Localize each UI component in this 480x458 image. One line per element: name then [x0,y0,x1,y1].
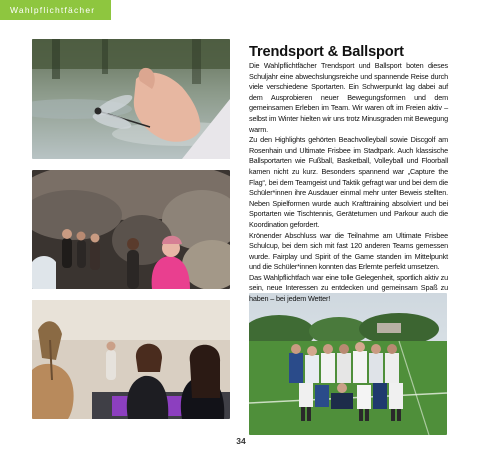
section-header-tab [0,0,111,20]
section-label: Wahlpflichtfächer [10,5,96,15]
article-title: Trendsport & Ballsport [249,44,404,60]
dragonfly-photo-image [32,39,230,159]
article-paragraph: Die Wahlpflichtfächer Trendsport und Ballsport boten dieses Schuljahr eine abwechslungsreiche und spannende Reise durch viele verschiedene Sportarten. Ein Schwerpunkt lag dabei auf dem Ausprobieren neuer Bewegungsformen und dem gemeinsamen Erleben im Team. Wir waren oft im Freien aktiv – selbst im Winter hielten wir uns trotz Minusgraden mit Bewegung warm. [249,61,448,134]
article-paragraph: Krönender Abschluss war die Teilnahme am Ultimate Frisbee Schulcup, bei dem sich mit fast 120 anderen Teams gemessen wurde. Fairplay und Spirit of the Game standen im Mittelpunkt und die Schüler*innen konnten das Erlernte perfekt umsetzen. [249,230,448,272]
photo-museum-table [32,300,230,419]
team-photo-image [249,293,447,435]
page-number: 34 [236,436,246,446]
museum-photo-image [32,300,230,419]
photo-team-group [249,293,447,435]
article-paragraph: Zu den Highlights gehörten Beachvolleyball sowie Discgolf am Rosenhain und Ultimate Frisbee im Stadtpark. Auch klassische Ballsportarten wie Fußball, Basketball, Volleyball und Floorball kamen nicht zu kurz. Besonders spannend war „Capture the Flag“, bei dem Teamgeist und Taktik gefragt war und bei dem die Schüler*innen ihre Ausdauer einmal mehr unter Beweis stellten. Neben Spielformen wurde auch Krafttraining absolviert und bei Sportarten wie Tischtennis, Gerätetumen und Parkour auch die Koordination gefordert. [249,135,448,229]
cave-photo-image [32,170,230,289]
article-body [249,61,448,305]
photo-cave-group [32,170,230,289]
article-paragraph: Das Wahlpflichtfach war eine tolle Gelegenheit, sportlich aktiv zu sein, neue Interessen zu entdecken und gemeinsam Spaß zu haben – bei jedem Wetter! [249,272,448,304]
article [249,44,448,305]
photo-dragonfly-on-hand [32,39,230,159]
